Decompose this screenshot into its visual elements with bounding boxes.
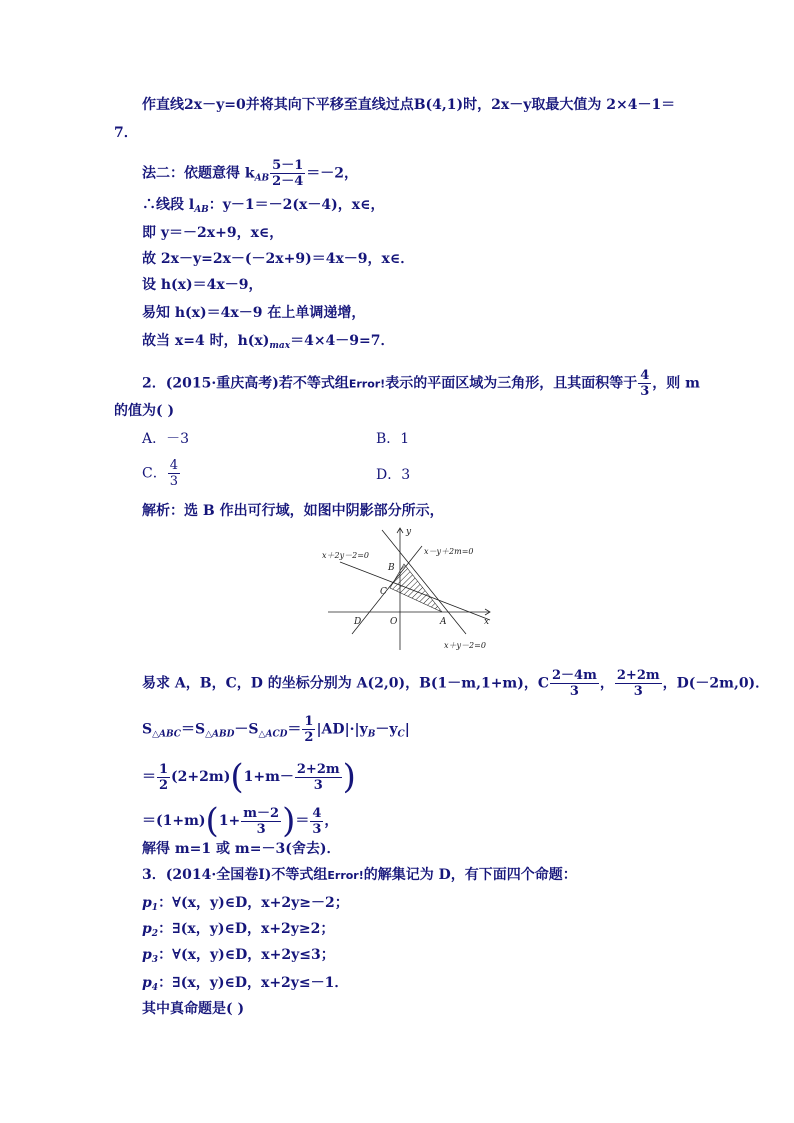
option-b: B．1 [376,431,410,447]
proposition-p4: $p_4$：∃(x，y)∈D，x+2y≤－1． [142,975,349,993]
method2-line: ∴线段 $l_{AB}$：y－1＝－2(x－4)，x∈， [142,197,385,215]
solution-coords: 易求 A，B，C，D 的坐标分别为 A(2,0)，B(1－m,1+m)，C $\frac{2-4m}{3}$ ， $\frac{2+2m}{3}$ ，D(－2m,0)． [142,668,770,699]
proposition-p2: $p_2$：∃(x，y)∈D，x+2y≥2； [142,921,335,939]
point-label-b: B [388,563,395,573]
point-label-o: O [390,617,398,627]
area-formula: $S_{\triangle ABC}=S_{\triangle ABD}-S_{\triangle ACD}=$ $\frac{1}{2}$ $|AD|\cdot|y_B-y_C|$ [142,714,410,745]
method2-line: 故 2x－y=2x－(－2x+9)＝4x－9，x∈． [142,251,415,267]
point-label-d: D [354,617,362,627]
text-line: 作直线2x－y=0并将其向下平移至直线过点B(4,1)时，2x－y取最大值为 2×4－1＝ [142,97,676,113]
solution-result: 解得 m=1 或 m=－3(舍去)． [142,841,341,857]
option-c: C． $\frac{4}{3}$ [142,458,178,489]
line-label: x－y＋2m=0 [424,547,474,556]
area-step-1: ＝ $\frac{1}{2}$ (2+2m)(1+m－ $\frac{2+2m}{3}$ ) [142,757,356,797]
proposition-p1: $p_1$：∀(x，y)∈D，x+2y≥－2； [142,895,349,913]
feasible-region-figure [318,522,504,656]
method2-intro: 法二：依题意得 $k_{AB}$ $\frac{5-1}{2-4}$ ＝－2， [142,158,359,189]
line-label: x＋2y－2=0 [322,551,370,560]
question-2-stem: 2．(2015·重庆高考)若不等式组Error!表示的平面区域为三角形，且其面积等于 $\frac{4}{3}$ ，则 m [142,368,700,399]
method2-line: 故当 x=4 时，$h(x)_{max}=4\times 4-9=7$． [142,333,395,351]
method2-line: 易知 h(x)＝4x－9 在上单调递增， [142,305,366,321]
text-line: 7． [114,125,138,141]
method2-line: 设 h(x)＝4x－9， [142,277,263,293]
axis-label-x: x [484,617,490,627]
axis-label-y: y [406,527,412,537]
question-2-stem-cont: 的值为( ) [114,403,175,419]
option-d: D．3 [376,467,411,483]
question-3-stem: 3．(2014·全国卷Ⅰ)不等式组Error!的解集记为 D，有下面四个命题： [142,867,577,883]
point-label-a: A [440,617,447,627]
analysis: 解析：选 B 作出可行域，如图中阴影部分所示， [142,503,444,519]
proposition-p3: $p_3$：∀(x，y)∈D，x+2y≤3； [142,947,335,965]
shaded-region [390,564,442,612]
method2-line: 即 y＝－2x+9，x∈， [142,225,284,241]
line-label: x＋y－2=0 [444,641,486,650]
question-3-prompt: 其中真命题是( ) [142,1001,245,1017]
area-step-2: ＝(1+m)(1+ $\frac{m-2}{3}$ )＝ $\frac{4}{3}$ ， [142,801,339,841]
point-label-c: C [380,587,387,597]
option-a: A．－3 [142,431,190,447]
